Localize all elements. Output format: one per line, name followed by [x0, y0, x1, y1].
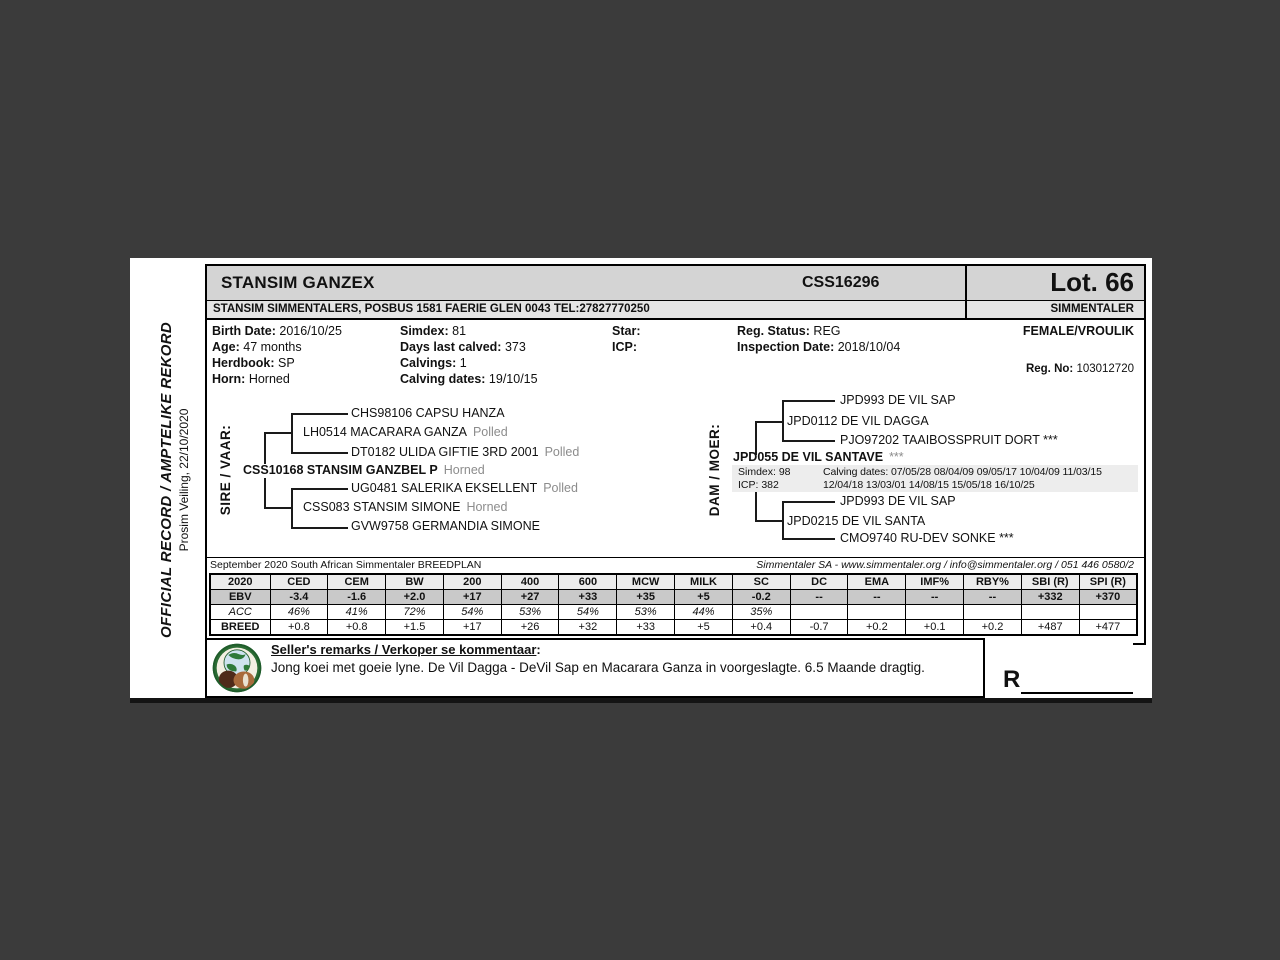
- field-label: Calving dates:: [400, 372, 486, 386]
- field-birth-date: [212, 323, 342, 339]
- auction-event-label: Prosim Veiling, 22/10/2020: [177, 408, 191, 552]
- breedplan-value-cell: +370: [1079, 590, 1137, 605]
- breedplan-value-cell: [906, 605, 964, 620]
- breedplan-column-header: SBI (R): [1021, 574, 1079, 590]
- breedplan-value-cell: [1021, 605, 1079, 620]
- tree-connector: [264, 433, 266, 464]
- horn-status: Horned: [466, 500, 508, 514]
- breedplan-value-cell: -3.4: [270, 590, 328, 605]
- ancestor-name: DT0182 ULIDA GIFTIE 3RD 2001: [351, 445, 539, 459]
- breedplan-column-header: DC: [790, 574, 848, 590]
- ancestor-name: JPD993 DE VIL SAP: [840, 494, 956, 508]
- pedigree-entry: [303, 424, 508, 440]
- breedplan-source: Simmentaler SA - www.simmentaler.org / info@simmentaler.org / 051 446 0580/2: [756, 559, 1134, 571]
- tree-connector: [782, 400, 835, 402]
- field-calving-dates: [400, 371, 538, 387]
- pedigree-entry: [840, 392, 956, 408]
- breedplan-value-cell: +5: [675, 620, 733, 636]
- breedplan-caption: September 2020 South African Simmentaler BREEDPLAN: [210, 559, 482, 571]
- pedigree-entry: [351, 405, 511, 421]
- breedplan-value-cell: +1.5: [386, 620, 444, 636]
- field-label: Star:: [612, 324, 641, 338]
- remarks-heading-colon: :: [536, 642, 541, 657]
- sire-tree-label: SIRE / VAAR:: [218, 424, 233, 516]
- price-field: [985, 638, 1133, 698]
- dam-simdex-icp: [738, 466, 791, 492]
- field-label: Reg. No:: [1025, 363, 1074, 375]
- field-reg-status: [737, 323, 841, 339]
- field-inspection-date: [737, 339, 900, 355]
- breedplan-column-header: MCW: [617, 574, 675, 590]
- field-value: 103012720: [1076, 363, 1134, 375]
- breedplan-value-cell: --: [848, 590, 906, 605]
- field-value: REG: [813, 324, 841, 338]
- tree-connector: [782, 440, 835, 442]
- pedigree-entry: [787, 413, 929, 429]
- field-horn: [212, 371, 290, 387]
- field-simdex: [400, 323, 466, 339]
- breed-name: SIMMENTALER: [965, 301, 1144, 318]
- tree-connector: [291, 413, 293, 453]
- official-record-label: OFFICIAL RECORD / AMPTELIKE REKORD: [158, 321, 175, 639]
- field-label: Calvings:: [400, 356, 457, 370]
- breedplan-table-body: [210, 590, 1137, 636]
- field-calvings: [400, 355, 467, 371]
- breedplan-value-cell: +477: [1079, 620, 1137, 636]
- ancestor-name: CHS98106 CAPSU HANZA: [351, 406, 505, 420]
- remarks-body: Jong koei met goeie lyne. De Vil Dagga - DeVil Sap en Macarara Ganza in voorgeslagte. 6.5 Maande dragtig.: [271, 660, 925, 675]
- breedplan-value-cell: +17: [443, 620, 501, 636]
- field-label: ICP:: [612, 340, 637, 354]
- field-label: Age:: [212, 340, 240, 354]
- field-star: [612, 323, 640, 339]
- tree-connector: [264, 507, 292, 509]
- field-value: 2018/10/04: [837, 340, 901, 354]
- breeder-contact: STANSIM SIMMENTALERS, POSBUS 1581 FAERIE GLEN 0043 TEL:27827770250: [213, 303, 650, 315]
- breedplan-value-cell: --: [964, 590, 1022, 605]
- field-value: 19/10/15: [488, 372, 538, 386]
- breedplan-value-cell: +17: [443, 590, 501, 605]
- sire-name: CSS10168 STANSIM GANZBEL P: [243, 463, 438, 477]
- breedplan-row-label: ACC: [210, 605, 270, 620]
- breedplan-table-head: [210, 574, 1137, 590]
- field-label: Inspection Date:: [737, 340, 835, 354]
- horn-status: Polled: [472, 425, 508, 439]
- pedigree-entry: [351, 444, 579, 460]
- tree-connector: [782, 538, 835, 540]
- field-label: Simdex:: [400, 324, 449, 338]
- field-value: SP: [277, 356, 295, 370]
- remarks-heading: [271, 642, 541, 657]
- dam-icp: ICP: 382: [738, 479, 779, 491]
- breedplan-value-cell: 72%: [386, 605, 444, 620]
- field-value: 1: [459, 356, 467, 370]
- tree-connector: [782, 502, 784, 539]
- star-rating: ***: [889, 450, 904, 464]
- lot-number: Lot. 66: [965, 266, 1144, 300]
- breedplan-value-cell: +0.8: [328, 620, 386, 636]
- pedigree-entry: [840, 530, 1014, 546]
- breedplan-column-header: 400: [501, 574, 559, 590]
- breedplan-column-header: BW: [386, 574, 444, 590]
- breedplan-value-cell: -0.2: [732, 590, 790, 605]
- ancestor-name: LH0514 MACARARA GANZA: [303, 425, 467, 439]
- dam-simdex: Simdex: 98: [738, 466, 791, 478]
- breedplan-value-cell: 54%: [559, 605, 617, 620]
- animal-name: STANSIM GANZEX: [221, 273, 375, 292]
- breedplan-value-cell: +332: [1021, 590, 1079, 605]
- horn-status: Polled: [544, 445, 580, 459]
- breedplan-value-cell: +487: [1021, 620, 1079, 636]
- breedplan-value-cell: +0.8: [270, 620, 328, 636]
- dam-calving-dates: [823, 466, 1102, 492]
- field-value: 2016/10/25: [279, 324, 342, 338]
- tree-connector: [291, 527, 348, 529]
- registration-number: [1026, 361, 1134, 377]
- breedplan-value-cell: --: [790, 590, 848, 605]
- price-blank-line: [1021, 692, 1133, 694]
- dam-name: JPD055 DE VIL SANTAVE: [733, 450, 884, 464]
- field-value: Horned: [248, 372, 290, 386]
- field-herdbook: [212, 355, 295, 371]
- ancestor-name: GVW9758 GERMANDIA SIMONE: [351, 519, 540, 533]
- title-bar: [207, 266, 1144, 301]
- field-value: 81: [452, 324, 467, 338]
- breedplan-value-cell: [1079, 605, 1137, 620]
- breedplan-column-header: EMA: [848, 574, 906, 590]
- breedplan-value-cell: -1.6: [328, 590, 386, 605]
- remarks-heading-text: Seller's remarks / Verkoper se kommentaar: [271, 642, 537, 657]
- tree-connector: [291, 413, 348, 415]
- breedplan-row-label: EBV: [210, 590, 270, 605]
- tree-connector: [291, 488, 293, 528]
- breedplan-column-header: CED: [270, 574, 328, 590]
- breedplan-row-label: BREED: [210, 620, 270, 636]
- record-main-box: [205, 264, 1146, 645]
- breedplan-value-cell: 53%: [617, 605, 675, 620]
- breedplan-value-cell: 41%: [328, 605, 386, 620]
- tree-connector: [755, 492, 757, 521]
- pedigree-entry: [840, 432, 1058, 448]
- pedigree-entry: [351, 480, 578, 496]
- ancestor-name: CMO9740 RU-DEV SONKE ***: [840, 531, 1014, 545]
- breedplan-column-header: 600: [559, 574, 617, 590]
- sidebar-rotated-text: [157, 320, 197, 640]
- breedplan-row-ebv: [210, 590, 1137, 605]
- ancestor-name: JPD0112 DE VIL DAGGA: [787, 414, 929, 428]
- field-value: 47 months: [243, 340, 302, 354]
- breedplan-value-cell: --: [906, 590, 964, 605]
- breedplan-value-cell: +5: [675, 590, 733, 605]
- breedplan-value-cell: +2.0: [386, 590, 444, 605]
- tree-connector: [264, 478, 266, 508]
- breedplan-value-cell: [848, 605, 906, 620]
- pedigree-entry: [303, 499, 507, 515]
- pedigree-entry: [787, 513, 925, 529]
- breedplan-value-cell: +0.1: [906, 620, 964, 636]
- breedplan-value-cell: +0.2: [848, 620, 906, 636]
- breedplan-value-cell: -0.7: [790, 620, 848, 636]
- ancestor-name: CSS083 STANSIM SIMONE: [303, 500, 461, 514]
- simmentaler-sa-logo: [211, 642, 263, 694]
- horn-status: Polled: [543, 481, 578, 495]
- ancestor-name: JPD0215 DE VIL SANTA: [787, 514, 926, 528]
- tree-connector: [755, 421, 783, 423]
- breedplan-column-header: SC: [732, 574, 790, 590]
- tree-connector: [291, 488, 348, 490]
- tree-connector: [782, 401, 784, 441]
- field-icp: [612, 339, 637, 355]
- pedigree-entry-dam: [733, 449, 904, 465]
- animal-id: CSS16296: [802, 274, 880, 291]
- breedplan-value-cell: +33: [559, 590, 617, 605]
- pedigree-entry: [840, 493, 956, 509]
- dam-tree-label: DAM / MOER:: [707, 423, 722, 517]
- field-age: [212, 339, 302, 355]
- breedplan-value-cell: +35: [617, 590, 675, 605]
- horn-status: Horned: [443, 463, 485, 477]
- pedigree-entry-sire: [243, 462, 485, 478]
- field-label: Herdbook:: [212, 356, 275, 370]
- dam-calving-dates-line1: Calving dates: 07/05/28 08/04/09 09/05/17 10/04/09 11/03/15: [823, 466, 1102, 478]
- breedplan-value-cell: 35%: [732, 605, 790, 620]
- breedplan-row-acc: [210, 605, 1137, 620]
- tree-connector: [755, 520, 783, 522]
- breedplan-column-header: MILK: [675, 574, 733, 590]
- seller-remarks-box: [205, 638, 985, 698]
- field-label: Birth Date:: [212, 324, 276, 338]
- tree-connector: [291, 452, 348, 454]
- breedplan-value-cell: 54%: [443, 605, 501, 620]
- breedplan-column-header: 2020: [210, 574, 270, 590]
- breedplan-column-header: IMF%: [906, 574, 964, 590]
- sex-label: FEMALE/VROULIK: [1022, 324, 1134, 338]
- dam-performance-box: [732, 465, 1138, 492]
- horn-status: [505, 406, 511, 420]
- currency-symbol: R: [1003, 666, 1021, 693]
- field-value: 373: [504, 340, 526, 354]
- section-divider: [207, 557, 1144, 558]
- field-label: Days last calved:: [400, 340, 502, 354]
- breedplan-row-breed: [210, 620, 1137, 636]
- tree-connector: [782, 501, 835, 503]
- breedplan-value-cell: [790, 605, 848, 620]
- breedplan-column-header: 200: [443, 574, 501, 590]
- field-label: Horn:: [212, 372, 246, 386]
- horn-status: [540, 519, 546, 533]
- breedplan-column-header: SPI (R): [1079, 574, 1137, 590]
- breedplan-column-header: RBY%: [964, 574, 1022, 590]
- tree-connector: [264, 432, 292, 434]
- breeder-bar: [207, 301, 1144, 320]
- breedplan-table: [209, 573, 1138, 636]
- ancestor-name: UG0481 SALERIKA EKSELLENT: [351, 481, 538, 495]
- sale-catalog-card: [130, 258, 1152, 703]
- ancestor-name: PJO97202 TAAIBOSSPRUIT DORT ***: [840, 433, 1058, 447]
- breedplan-value-cell: +33: [617, 620, 675, 636]
- pedigree-entry: [351, 518, 546, 534]
- field-label: Reg. Status:: [737, 324, 810, 338]
- breedplan-value-cell: +27: [501, 590, 559, 605]
- breedplan-value-cell: +26: [501, 620, 559, 636]
- breedplan-value-cell: 53%: [501, 605, 559, 620]
- dam-calving-dates-line2: 12/04/18 13/03/01 14/08/15 15/05/18 16/10/25: [823, 479, 1035, 491]
- breedplan-column-header: CEM: [328, 574, 386, 590]
- breedplan-value-cell: +0.2: [964, 620, 1022, 636]
- field-days-last-calved: [400, 339, 526, 355]
- breedplan-value-cell: 46%: [270, 605, 328, 620]
- breedplan-value-cell: [964, 605, 1022, 620]
- breedplan-value-cell: +32: [559, 620, 617, 636]
- ancestor-name: JPD993 DE VIL SAP: [840, 393, 956, 407]
- breedplan-value-cell: +0.4: [732, 620, 790, 636]
- breedplan-value-cell: 44%: [675, 605, 733, 620]
